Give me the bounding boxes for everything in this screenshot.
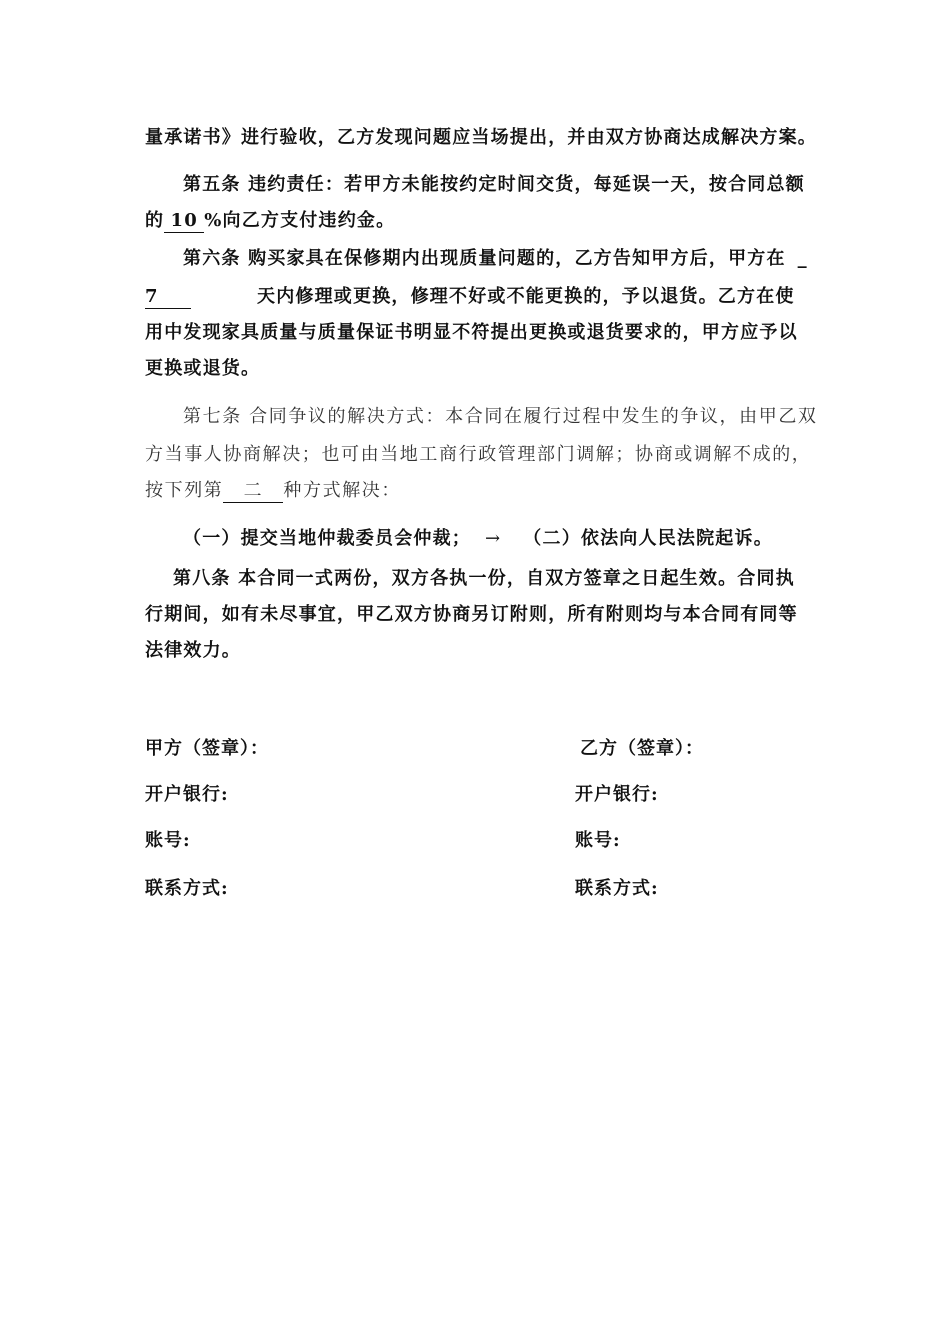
intro-line: 量承诺书》进行验收，乙方发现问题应当场提出，并由双方协商达成解决方案。 xyxy=(145,127,817,148)
article-7-suffix: 种方式解决： xyxy=(283,480,402,501)
penalty-rate-value: 10 xyxy=(164,210,204,233)
party-b-contact: 联系方式: xyxy=(575,878,659,899)
article-5-prefix: 的 xyxy=(145,210,165,231)
party-a-contact: 联系方式: xyxy=(145,878,229,899)
arrow-icon: → xyxy=(485,528,502,549)
option-litigation: （二）依法向人民法院起诉。 xyxy=(523,528,773,549)
article-7-line-1: 第七条 合同争议的解决方式：本合同在履行过程中发生的争议，由甲乙双 xyxy=(183,406,818,427)
article-6-line-2-text: 天内修理或更换，修理不好或不能更换的，予以退货。乙方在使 xyxy=(257,286,795,307)
article-6-line-1 xyxy=(183,246,808,272)
article-8-line-1: 第八条 本合同一式两份，双方各执一份，自双方签章之日起生效。合同执 xyxy=(173,568,795,589)
article-7-prefix: 按下列第 xyxy=(145,480,224,501)
article-8-line-2: 行期间，如有未尽事宜，甲乙双方协商另订附则，所有附则均与本合同有同等 xyxy=(145,604,798,625)
party-a-account: 账号: xyxy=(145,830,191,851)
dispute-options xyxy=(183,526,773,552)
article-5-line-1: 第五条 违约责任：若甲方未能按约定时间交货，每延误一天，按合同总额 xyxy=(183,174,805,195)
article-7-line-3 xyxy=(145,478,401,504)
party-a-bank: 开户银行: xyxy=(145,784,229,805)
article-6-text: 第六条 购买家具在保修期内出现质量问题的，乙方告知甲方后，甲方在 xyxy=(183,248,786,269)
article-5-suffix: %向乙方支付违约金。 xyxy=(204,210,396,231)
option-arbitration: （一）提交当地仲裁委员会仲裁； xyxy=(183,528,471,549)
dispute-method-choice: 二 xyxy=(223,480,283,503)
article-6-tail: _ xyxy=(797,248,808,269)
party-b-sign: 乙方（签章）： xyxy=(580,738,704,759)
article-6-line-2 xyxy=(145,284,795,310)
article-6-line-4: 更换或退货。 xyxy=(145,358,261,379)
article-5-line-2 xyxy=(145,208,395,234)
repair-days-value: 7 xyxy=(145,286,191,309)
party-a-sign: 甲方（签章）： xyxy=(145,738,269,759)
article-6-line-3: 用中发现家具质量与质量保证书明显不符提出更换或退货要求的，甲方应予以 xyxy=(145,322,798,343)
party-b-bank: 开户银行: xyxy=(575,784,659,805)
party-b-account: 账号: xyxy=(575,830,621,851)
article-7-line-2: 方当事人协商解决；也可由当地工商行政管理部门调解；协商或调解不成的， xyxy=(145,444,812,465)
article-8-line-3: 法律效力。 xyxy=(145,640,241,661)
